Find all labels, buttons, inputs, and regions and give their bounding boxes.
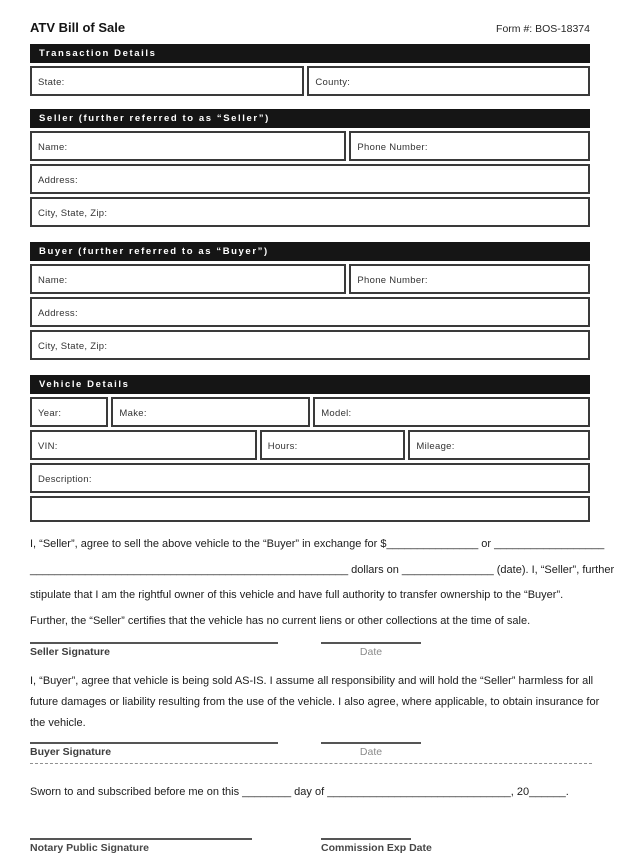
buyer-signature-block — [30, 742, 590, 758]
buyer-name-field[interactable] — [30, 264, 346, 294]
seller-phone-field[interactable] — [349, 131, 590, 161]
vehicle-description-label: Description: — [38, 474, 92, 485]
seller-name-label: Name: — [38, 142, 68, 153]
buyer-date-label: Date — [359, 746, 383, 758]
commission-exp-date-line[interactable] — [321, 838, 411, 840]
vehicle-description-extra-field[interactable] — [30, 496, 590, 522]
seller-date-line[interactable] — [321, 642, 421, 644]
vehicle-mileage-field[interactable] — [408, 430, 590, 460]
county-label: County: — [315, 77, 351, 88]
county-field[interactable] — [307, 66, 590, 96]
vehicle-mileage-label: Mileage: — [416, 441, 455, 452]
notary-signature-label: Notary Public Signature — [30, 842, 150, 854]
buyer-section-header: Buyer (further referred to as “Buyer”) — [30, 242, 590, 261]
buyer-agreement-line: future damages or liability resulting from the use of the vehicle. I also agree, where applicable, to obtain insurance for — [30, 696, 600, 708]
vehicle-details-header: Vehicle Details — [30, 375, 590, 394]
notary-signature-block — [30, 838, 590, 854]
vehicle-vin-label: VIN: — [38, 441, 58, 452]
vehicle-model-label: Model: — [321, 408, 352, 419]
buyer-phone-field[interactable] — [349, 264, 590, 294]
seller-name-field[interactable] — [30, 131, 346, 161]
seller-signature-line[interactable] — [30, 642, 278, 644]
buyer-city-state-zip-label: City, State, Zip: — [38, 341, 108, 352]
dashed-separator — [30, 763, 592, 764]
vehicle-hours-label: Hours: — [267, 441, 298, 452]
notary-sworn-statement: Sworn to and subscribed before me on this ________ day of ______________________________, 20______. — [30, 786, 569, 798]
commission-exp-date-label: Commission Exp Date — [321, 842, 432, 854]
seller-agreement-line: I, “Seller”, agree to sell the above vehicle to the “Buyer” in exchange for $_______________ or __________________ — [30, 538, 605, 550]
buyer-name-label: Name: — [38, 275, 68, 286]
seller-signature-block — [30, 642, 590, 658]
seller-agreement-line: ____________________________________________________ dollars on _______________ (date). I, “Seller”, further — [30, 563, 615, 576]
buyer-agreement-line: the vehicle. — [30, 717, 86, 729]
page-title: ATV Bill of Sale — [30, 20, 126, 35]
buyer-city-state-zip-field[interactable] — [30, 330, 590, 360]
buyer-signature-line[interactable] — [30, 742, 278, 744]
vehicle-vin-field[interactable] — [30, 430, 257, 460]
seller-address-field[interactable] — [30, 164, 590, 194]
vehicle-hours-field[interactable] — [260, 430, 406, 460]
seller-phone-label: Phone Number: — [357, 142, 428, 153]
buyer-agreement-text — [30, 671, 600, 734]
document-header — [30, 20, 590, 35]
seller-agreement-text — [30, 532, 615, 634]
buyer-address-field[interactable] — [30, 297, 590, 327]
form-number: Form #: BOS-18374 — [496, 23, 590, 35]
vehicle-description-field[interactable] — [30, 463, 590, 493]
seller-address-label: Address: — [38, 175, 78, 186]
seller-section — [30, 109, 590, 227]
buyer-phone-label: Phone Number: — [357, 275, 428, 286]
seller-signature-label: Seller Signature — [30, 646, 110, 658]
vehicle-model-field[interactable] — [313, 397, 590, 427]
buyer-date-line[interactable] — [321, 742, 421, 744]
notary-signature-line[interactable] — [30, 838, 252, 840]
seller-agreement-line: Further, the “Seller” certifies that the vehicle has no current liens or other collections at the time of sale. — [30, 614, 531, 627]
transaction-details-section — [30, 44, 590, 96]
buyer-section — [30, 242, 590, 360]
vehicle-details-section — [30, 375, 590, 522]
vehicle-make-label: Make: — [119, 408, 147, 419]
seller-city-state-zip-field[interactable] — [30, 197, 590, 227]
seller-date-label: Date — [359, 646, 383, 658]
vehicle-year-label: Year: — [38, 408, 62, 419]
vehicle-make-field[interactable] — [111, 397, 310, 427]
seller-city-state-zip-label: City, State, Zip: — [38, 208, 108, 219]
state-label: State: — [38, 77, 65, 88]
buyer-agreement-line: I, “Buyer”, agree that vehicle is being sold AS-IS. I assume all responsibility and will hold the “Seller” harmless for all — [30, 675, 594, 687]
state-field[interactable] — [30, 66, 304, 96]
seller-section-header: Seller (further referred to as “Seller”) — [30, 109, 590, 128]
transaction-details-header: Transaction Details — [30, 44, 590, 63]
seller-agreement-line: stipulate that I am the rightful owner of this vehicle and have full authority to transfer ownership to the “Buyer”. — [30, 589, 564, 601]
buyer-signature-label: Buyer Signature — [30, 746, 112, 758]
vehicle-year-field[interactable] — [30, 397, 108, 427]
buyer-address-label: Address: — [38, 308, 78, 319]
